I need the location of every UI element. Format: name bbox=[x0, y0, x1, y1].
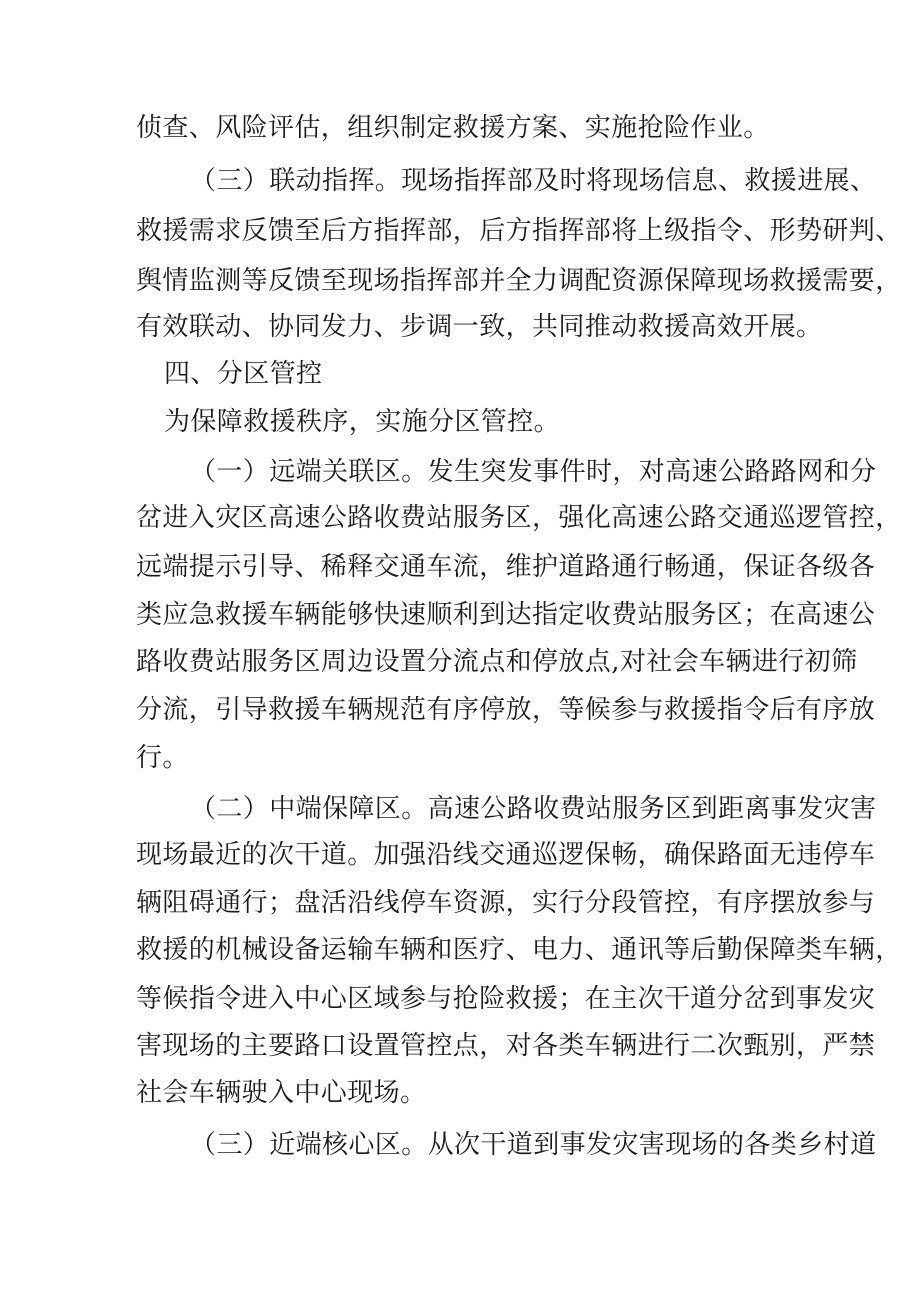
paragraph-line: 侦查、风险评估，组织制定救援方案、实施抢险作业。 bbox=[136, 113, 770, 143]
paragraph-line: 等候指令进入中心区域参与抢险救援；在主次干道分岔到事发灾 bbox=[136, 984, 876, 1014]
paragraph-line: 岔进入灾区高速公路收费站服务区，强化高速公路交通巡逻管控， bbox=[136, 503, 902, 533]
section-heading: 四、分区管控 bbox=[164, 359, 323, 389]
paragraph-line: 害现场的主要路口设置管控点，对各类车辆进行二次甄别，严禁 bbox=[136, 1031, 876, 1061]
paragraph-line: （三）近端核心区。从次干道到事发灾害现场的各类乡村道 bbox=[190, 1130, 877, 1160]
paragraph-line: 路收费站服务区周边设置分流点和停放点,对社会车辆进行初筛 bbox=[136, 647, 858, 677]
paragraph-line: 为保障救援秩序，实施分区管控。 bbox=[164, 407, 561, 437]
paragraph-line: 行。 bbox=[136, 743, 189, 773]
paragraph-line: 类应急救援车辆能够快速顺利到达指定收费站服务区；在高速公 bbox=[136, 600, 876, 630]
paragraph-line: 辆阻碍通行；盘活沿线停车资源，实行分段管控，有序摆放参与 bbox=[136, 888, 876, 918]
paragraph-line: 舆情监测等反馈至现场指挥部并全力调配资源保障现场救援需要， bbox=[136, 266, 902, 296]
paragraph-line: 分流，引导救援车辆规范有序停放，等候参与救援指令后有序放 bbox=[136, 695, 876, 725]
paragraph-line: 现场最近的次干道。加强沿线交通巡逻保畅，确保路面无违停车 bbox=[136, 840, 876, 870]
paragraph-line: （三）联动指挥。现场指挥部及时将现场信息、救援进展、 bbox=[190, 166, 877, 196]
paragraph-line: 有效联动、协同发力、步调一致，共同推动救援高效开展。 bbox=[136, 312, 823, 342]
paragraph-line: 救援需求反馈至后方指挥部，后方指挥部将上级指令、形势研判、 bbox=[136, 216, 902, 246]
paragraph-line: （一）远端关联区。发生突发事件时，对高速公路路网和分 bbox=[190, 457, 877, 487]
paragraph-line: 远端提示引导、稀释交通车流，维护道路通行畅通，保证各级各 bbox=[136, 552, 876, 582]
paragraph-line: （二）中端保障区。高速公路收费站服务区到距离事发灾害 bbox=[190, 794, 877, 824]
paragraph-line: 救援的机械设备运输车辆和医疗、电力、通讯等后勤保障类车辆， bbox=[136, 935, 902, 965]
paragraph-line: 社会车辆驶入中心现场。 bbox=[136, 1078, 427, 1108]
